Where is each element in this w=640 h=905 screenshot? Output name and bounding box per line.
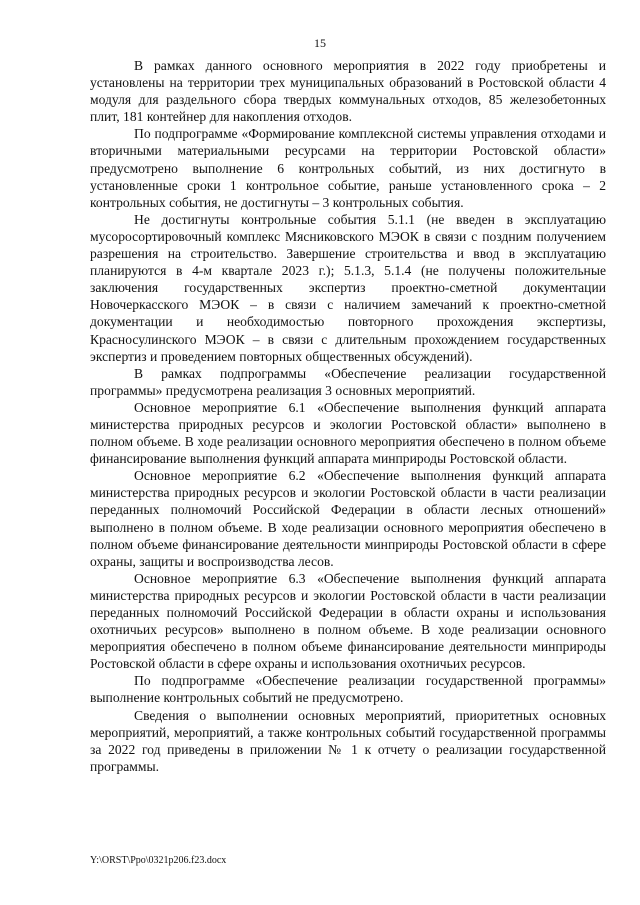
paragraph-control-events-failed: Не достигнуты контрольные события 5.1.1 (не введен в эксплуатацию мусоросортировочный комплекс Мясниковского МЭОК в связи с поздним получением разрешения на строительство. Завершение строительства и ввод в эксплуатацию планируются в 4-м квартале 2023 г.); 5.1.3, 5.1.4 (не получены положительные заключения государственных экспертиз проектно-сметной документации Новочеркасского МЭОК – в связи с наличием замечаний к проектно-сметной документации и необходимостью повторного прохождения экспертизы, Красносулинского МЭОК – в связи с длительным прохождением государственных экспертиз и проведением повторных общественных обсуждений). [90,211,606,364]
file-path-footer: Y:\ORST\Ppo\0321p206.f23.docx [90,855,227,866]
paragraph-measure-6-1: Основное мероприятие 6.1 «Обеспечение выполнения функций аппарата министерства природных ресурсов и экологии Ростовской области» выполнено в полном объеме. В ходе реализации основного мероприятия обеспечено в полном объеме финансирование выполнения функций аппарата минприроды Ростовской области. [90,399,606,467]
document-body [90,57,606,775]
paragraph-measure-6-2: Основное мероприятие 6.2 «Обеспечение выполнения функций аппарата министерства природных ресурсов и экологии Ростовской области в части реализации переданных полномочий Российской Федерации в области лесных отношений» выполнено в полном объеме. В ходе реализации основного мероприятия обеспечено в полном объеме финансирование деятельности минприроды Ростовской области в сфере охраны, защиты и воспроизводства лесов. [90,468,606,569]
page-number: 15 [314,36,326,50]
paragraph-subprogram-waste: По подпрограмме «Формирование комплексной системы управления отходами и вторичными материальными ресурсами на территории Ростовской области» предусмотрено выполнение 6 контрольных событий, из них достигнуто в установленные сроки 1 контрольное событие, раньше установленного срока – 2 контрольных события, не достигнуты – 3 контрольных события. [90,126,606,210]
paragraph-measure-6-3: Основное мероприятие 6.3 «Обеспечение выполнения функций аппарата министерства природных ресурсов и экологии Ростовской области в части реализации переданных полномочий Российской Федерации в области охраны и использования охотничьих ресурсов» выполнено в полном объеме. В ходе реализации основного мероприятия обеспечено в полном объеме финансирование деятельности минприроды Ростовской области в сфере охраны и использования охотничьих ресурсов. [90,570,606,672]
paragraph-waste-modules: В рамках данного основного мероприятия в 2022 году приобретены и установлены на территории трех муниципальных образований в Ростовской области 4 модуля для раздельного сбора твердых коммунальных отходов, 85 железобетонных плит, 181 контейнер для накопления отходов. [90,58,606,125]
paragraph-appendix-reference: Сведения о выполнении основных мероприятий, приоритетных основных мероприятий, мероприятий, а также контрольных событий государственной программы за 2022 год приведены в приложении № 1 к отчету о реализации государственной программы. [90,707,606,774]
paragraph-no-control-events: По подпрограмме «Обеспечение реализации государственной программы» выполнение контрольных событий не предусмотрено. [90,673,606,706]
paragraph-subprogram-support: В рамках подпрограммы «Обеспечение реализации государственной программы» предусмотрена реализация 3 основных мероприятий. [90,365,606,398]
